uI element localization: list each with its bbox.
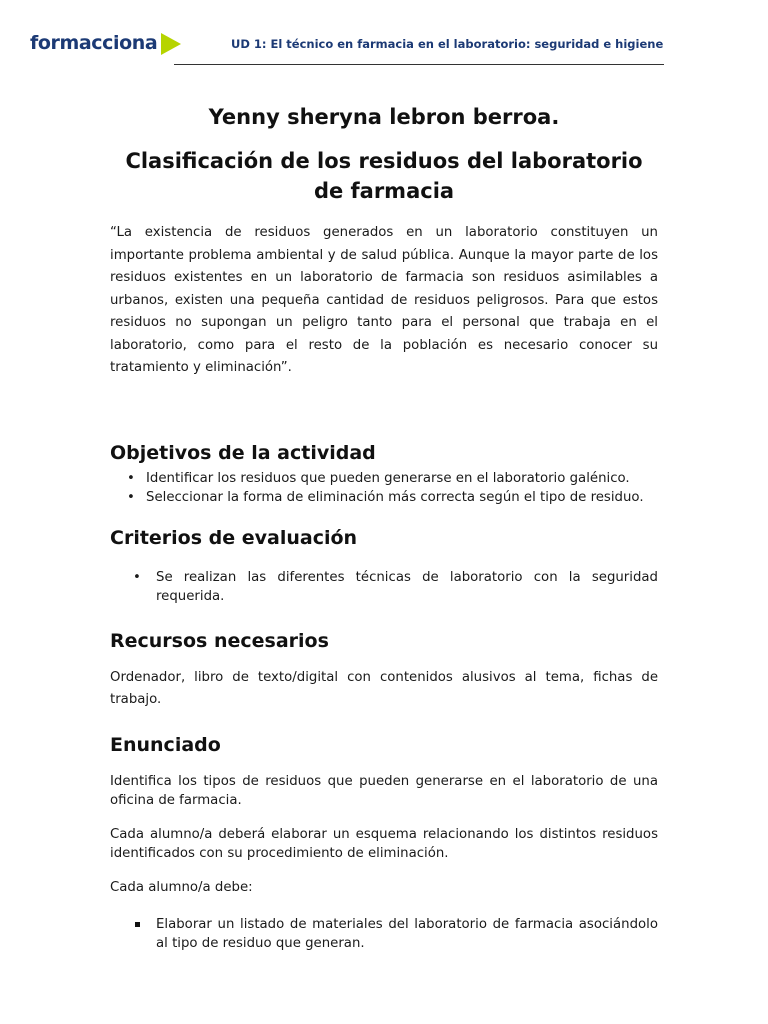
enunciado-paragraph: Cada alumno/a debe: [110, 879, 253, 895]
list-item: • Identificar los residuos que pueden generarse en el laboratorio galénico. [110, 469, 658, 488]
page-header [0, 0, 768, 70]
criterios-list [110, 568, 658, 606]
list-item: Elaborar un listado de materiales del laboratorio de farmacia asociándolo al tipo de residuo que generan. [110, 915, 658, 953]
enunciado-paragraph: Cada alumno/a deberá elaborar un esquema relacionando los distintos residuos identificados con su procedimiento de eliminación. [110, 826, 658, 861]
section-heading-criterios: Criterios de evaluación [110, 526, 358, 549]
list-item: • Seleccionar la forma de eliminación más correcta según el tipo de residuo. [110, 488, 658, 507]
section-heading-recursos: Recursos necesarios [110, 629, 329, 652]
header-divider [174, 64, 664, 65]
logo-text: formacciona [30, 32, 158, 54]
section-heading-enunciado: Enunciado [110, 733, 221, 756]
enunciado-list [110, 915, 658, 953]
objetivos-list [110, 469, 658, 507]
play-arrow-icon [160, 32, 182, 56]
formacciona-logo [30, 30, 182, 56]
enunciado-paragraph: Identifica los tipos de residuos que pueden generarse en el laboratorio de una oficina de farmacia. [110, 773, 658, 808]
list-item: • Se realizan las diferentes técnicas de laboratorio con la seguridad requerida. [110, 568, 658, 606]
document-title: Clasificación de los residuos del laboratorio de farmacia [125, 149, 643, 203]
recursos-paragraph: Ordenador, libro de texto/digital con contenidos alusivos al tema, fichas de trabajo. [110, 669, 658, 707]
section-heading-objetivos: Objetivos de la actividad [110, 441, 376, 464]
unit-title: UD 1: El técnico en farmacia en el laboratorio: seguridad e higiene [231, 37, 664, 51]
author-name: Yenny sheryna lebron berroa. [208, 105, 560, 129]
intro-paragraph: “La existencia de residuos generados en un laboratorio constituyen un importante problema ambiental y de salud pública. Aunque la mayor parte de los residuos existentes en un laboratorio de farmacia son residuos asimilables a urbanos, existen una pequeña cantidad de residuos peligrosos. Para que estos residuos no supongan un peligro tanto para el personal que trabaja en el laboratorio, como para el resto de la población es necesario conocer su tratamiento y eliminación”. [110, 225, 658, 375]
document-body [110, 102, 658, 953]
